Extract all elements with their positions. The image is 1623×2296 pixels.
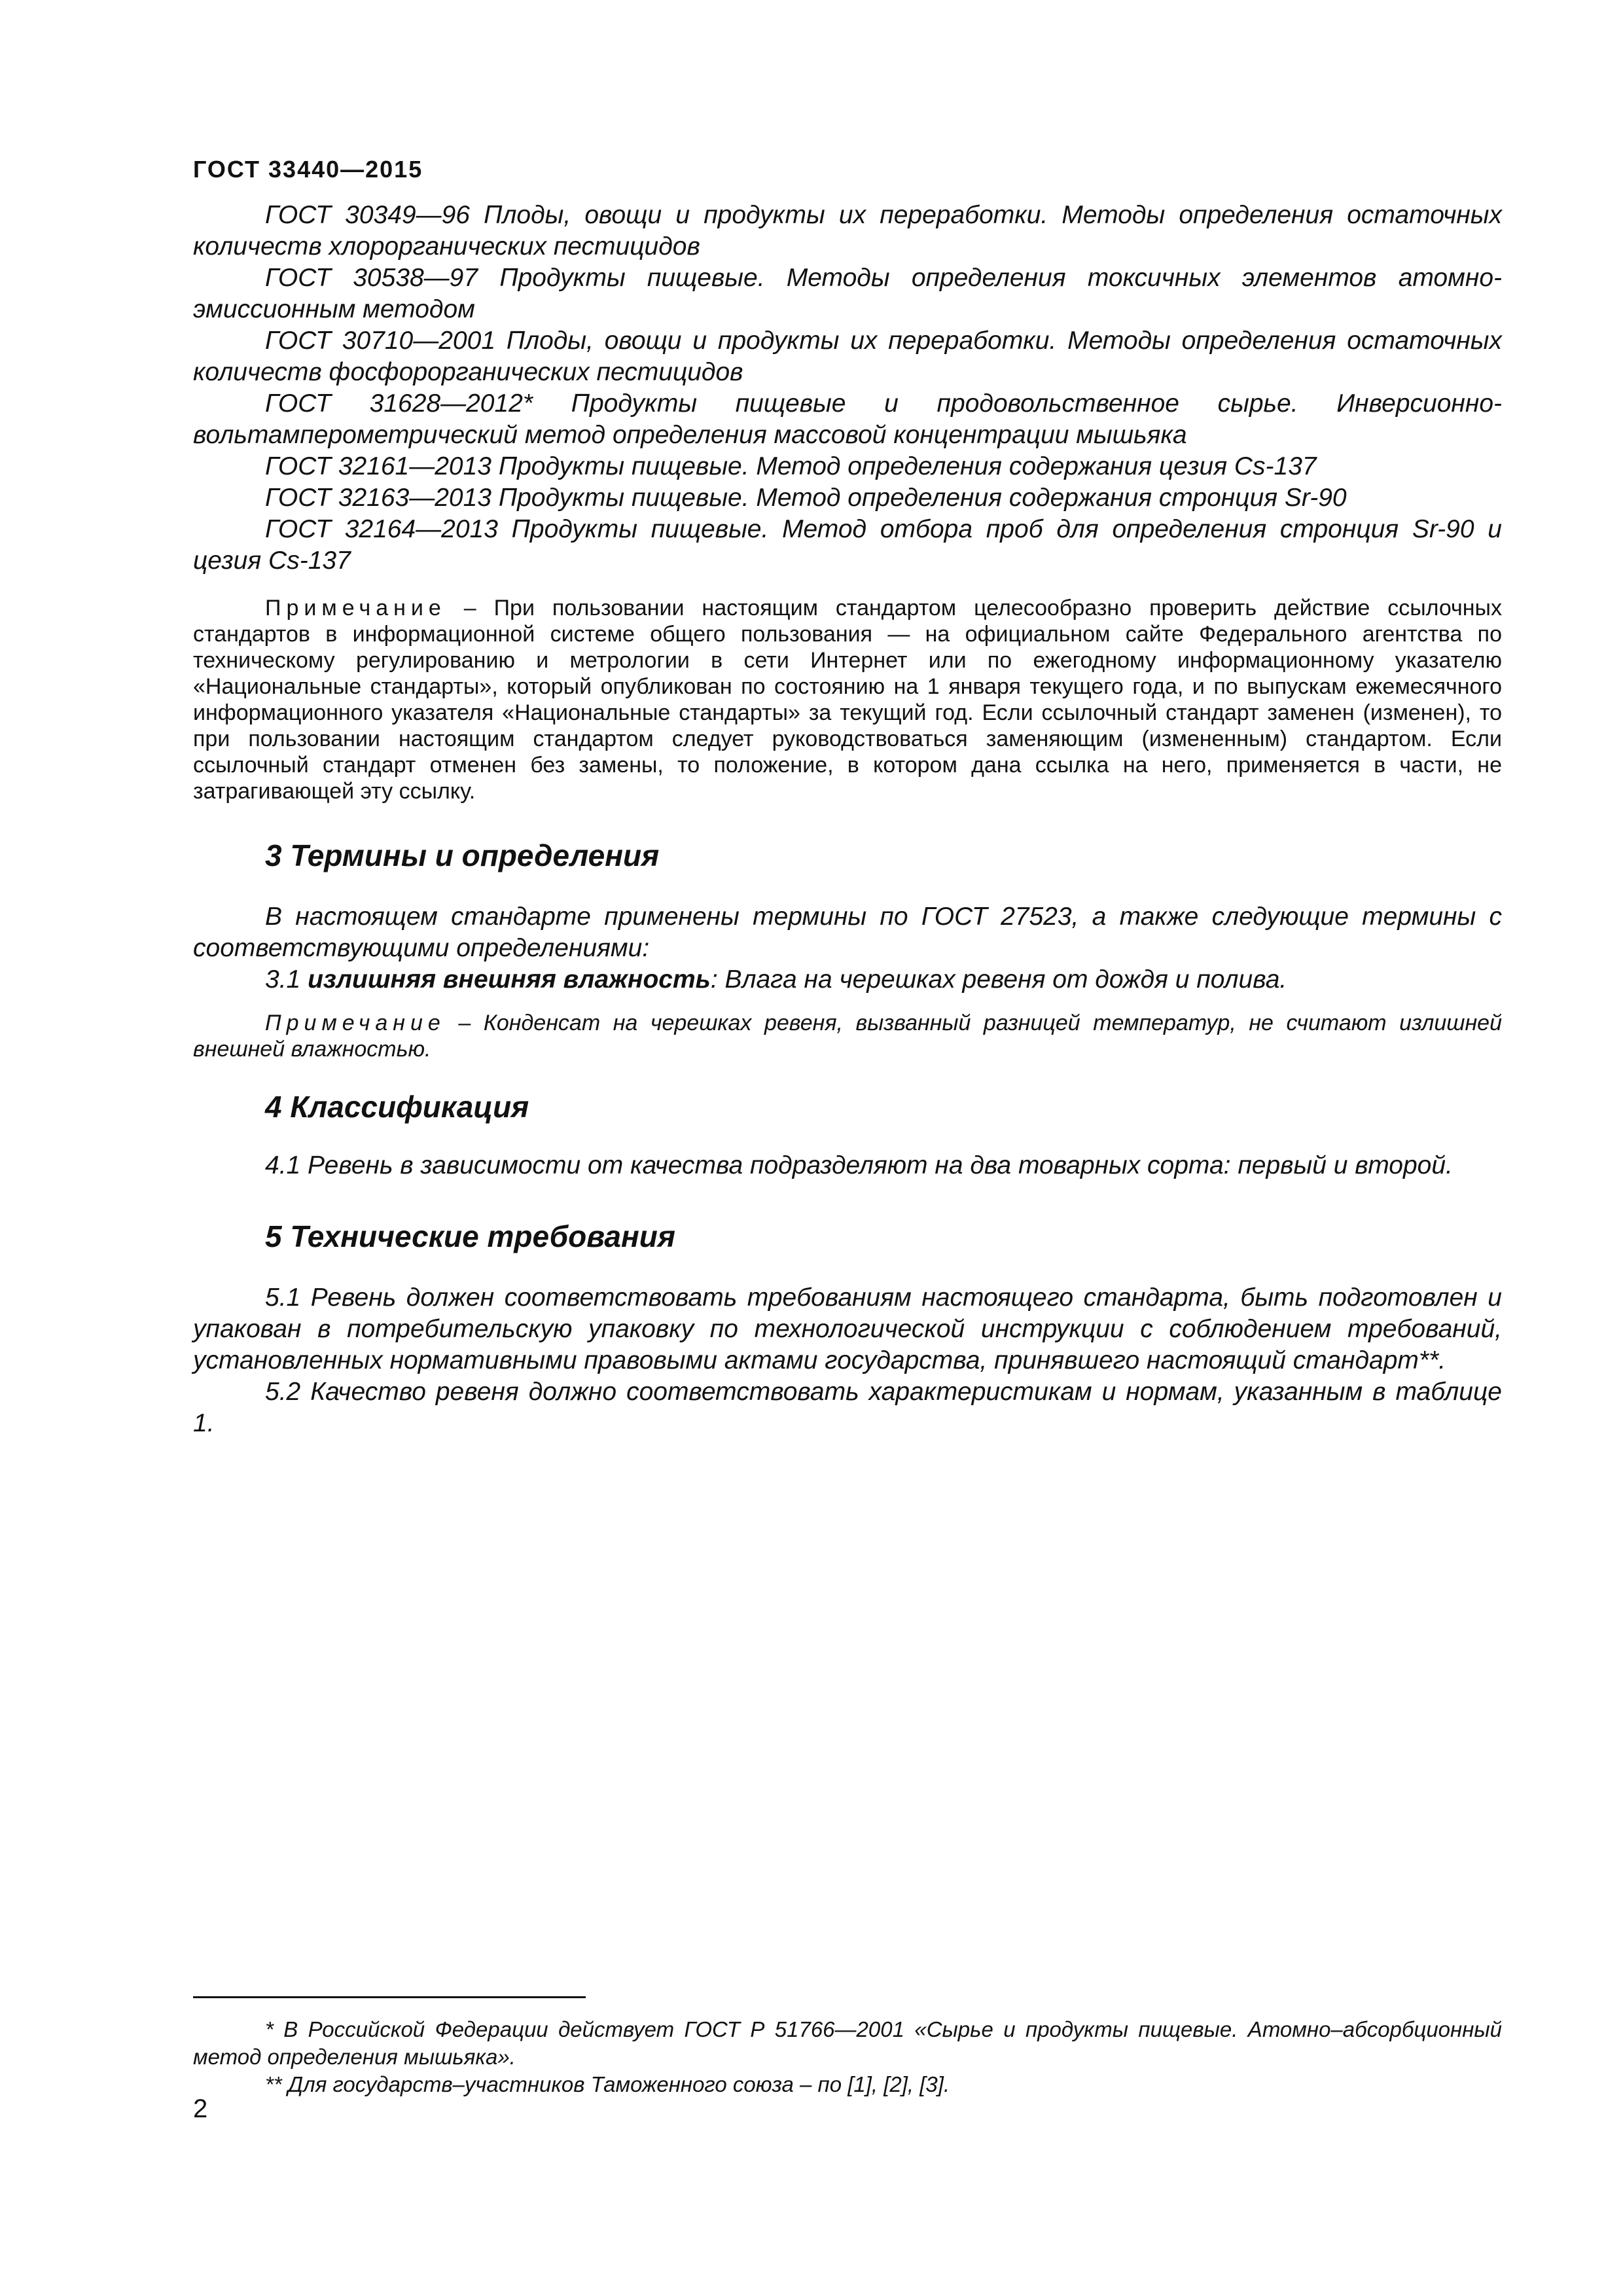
document-id: ГОСТ 33440—2015 <box>193 156 423 183</box>
section-5-heading: 5 Технические требования <box>265 1219 675 1253</box>
term-definition <box>193 964 1502 996</box>
section-4-heading: 4 Классификация <box>265 1090 529 1124</box>
note-label: Примечание <box>265 596 446 620</box>
section-5-paragraph-2: 5.2 Качество ревеня должно соответствовать характеристикам и нормам, указанным в таблице 1. <box>193 1378 1502 1437</box>
page-number: 2 <box>193 2094 208 2123</box>
section-3-intro: В настоящем стандарте применены термины по ГОСТ 27523, а также следующие термины с соответствующими определениями: <box>193 903 1502 962</box>
footnote-1: * В Российской Федерации действует ГОСТ Р 51766—2001 «Сырье и продукты пищевые. Атомно–абсорбционный метод определения мышьяка». <box>193 2017 1502 2069</box>
reference-item: ГОСТ 32163—2013 Продукты пищевые. Метод определения содержания стронция Sr-90 <box>265 484 1347 512</box>
footnote-divider <box>193 1996 586 1998</box>
note-label: Примечание <box>265 1011 446 1035</box>
reference-item: ГОСТ 30538—97 Продукты пищевые. Методы определения токсичных элементов атомно-эмиссионным методом <box>193 264 1502 323</box>
term-note <box>193 1010 1502 1062</box>
note-text: – Конденсат на черешках ревеня, вызванный разницей температур, не считают излишней внешней влажностью. <box>193 1011 1502 1062</box>
reference-item: ГОСТ 30349—96 Плоды, овощи и продукты их переработки. Методы определения остаточных количеств хлорорганических пестицидов <box>193 201 1502 260</box>
reference-item: ГОСТ 30710—2001 Плоды, овощи и продукты их переработки. Методы определения остаточных количеств фосфорорганических пестицидов <box>193 327 1502 386</box>
reference-item: ГОСТ 31628—2012* Продукты пищевые и продовольственное сырье. Инверсионно-вольтамперометрический метод определения массовой концентрации мышьяка <box>193 389 1502 449</box>
term-number: 3.1 <box>265 965 308 994</box>
footnotes <box>193 2016 1502 2098</box>
references-note <box>193 595 1502 804</box>
reference-item: ГОСТ 32161—2013 Продукты пищевые. Метод определения содержания цезия Cs-137 <box>265 452 1317 480</box>
footnote-2: ** Для государств–участников Таможенного союза – по [1], [2], [3]. <box>265 2072 950 2096</box>
reference-item: ГОСТ 32164—2013 Продукты пищевые. Метод отбора проб для определения стронция Sr-90 и цезия Cs-137 <box>193 515 1502 575</box>
normative-references-list <box>193 200 1502 577</box>
section-5-paragraph-1: 5.1 Ревень должен соответствовать требованиям настоящего стандарта, быть подготовлен и упакован в потребительскую упаковку по технологической инструкции с соблюдением требований, установленных нормативными правовыми актами государства, принявшего настоящий стандарт**. <box>193 1283 1502 1374</box>
section-3-heading: 3 Термины и определения <box>265 838 660 872</box>
note-text: – При пользовании настоящим стандартом целесообразно проверить действие ссылочных стандартов в информационной системе общего пользования — на официальном сайте Федерального агентства по техническому регулированию и метрологии в сети Интернет или по ежегодному информационному указателю «Национальные стандарты», который опубликован по состоянию на 1 января текущего года, и по выпускам ежемесячного информационного указателя «Национальные стандарты» за текущий год. Если ссылочный стандарт заменен (изменен), то при пользовании настоящим стандартом следует руководствоваться заменяющим (измененным) стандартом. Если ссылочный стандарт отменен без замены, то положение, в котором дана ссылка на него, применяется в части, не затрагивающей эту ссылку. <box>193 596 1502 804</box>
section-4-paragraph: 4.1 Ревень в зависимости от качества подразделяют на два товарных сорта: первый и второй. <box>265 1151 1453 1179</box>
term-name: излишняя внешняя влажность <box>308 965 711 994</box>
page-body <box>193 200 1502 1439</box>
term-text: : Влага на черешках ревеня от дождя и полива. <box>710 965 1287 994</box>
